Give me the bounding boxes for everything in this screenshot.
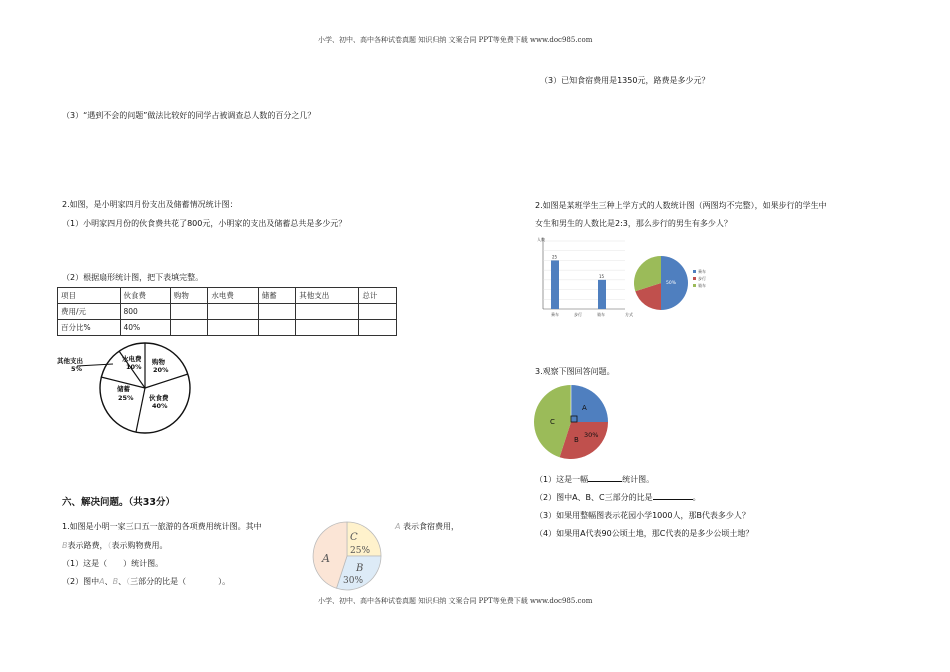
table-cell[interactable]: [208, 304, 258, 320]
table-cell: 储蓄: [258, 288, 296, 304]
table-cell[interactable]: [208, 320, 258, 336]
table-cell[interactable]: [170, 320, 208, 336]
pie-value: 50%: [666, 281, 677, 286]
table-cell[interactable]: [296, 304, 359, 320]
pie-value: 10%: [126, 363, 142, 371]
left-q2-sub1: （1）小明家四月份的伙食费共花了800元，小明家的支出及储蓄总共是多少元？: [62, 219, 347, 228]
page-header: 小学、初中、高中各种试卷真题 知识归纳 文案合同 PPT等免费下载 www.doc985.com: [318, 36, 593, 44]
table-cell: 总计: [359, 288, 397, 304]
table-cell: 项目: [58, 288, 121, 304]
legend-label: 步行: [698, 276, 706, 281]
right-q2-line2: 女生和男生的人数比是2:3，那么步行的男生有多少人？: [535, 219, 732, 228]
data-label: 25: [552, 254, 558, 260]
table-cell: 40%: [120, 320, 170, 336]
table-row: [58, 288, 397, 304]
pie-slice-a: [571, 385, 608, 422]
bar: [598, 280, 606, 309]
bar: [551, 260, 559, 309]
right-q3-text: （3）已知食宿费用是1350元，路费是多少元？: [540, 76, 710, 85]
right-sub4: （4）如果用A代表90公顷土地，那C代表的是多少公顷土地？: [535, 529, 754, 538]
data-label: 15: [599, 273, 605, 279]
travel-pie-chart: [310, 520, 385, 592]
legend-swatch: [693, 270, 696, 273]
commute-bar-chart: [533, 233, 641, 321]
pie-value-c: 25%: [350, 546, 371, 556]
pie-label: 储蓄: [117, 385, 130, 393]
s6-q1-line4: （2）图中A、B、（三部分的比是（ ）。: [62, 577, 231, 586]
pie-label-c: C: [350, 532, 358, 543]
legend-label: 骑车: [698, 283, 706, 288]
tick-label: 乘车: [551, 312, 559, 317]
pie-label: 其他支出: [57, 357, 83, 365]
pie-value-b: 30%: [343, 576, 364, 586]
tick-label: 步行: [574, 312, 582, 317]
s6-q1-line3: （1）这是（ ）统计图。: [62, 559, 164, 568]
answer-blank[interactable]: [653, 492, 693, 500]
left-q2-sub2: （2）根据扇形统计图，把下表填完整。: [62, 273, 204, 282]
abc-pie-chart: [532, 382, 612, 462]
legend-swatch: [693, 277, 696, 280]
table-cell: 购物: [170, 288, 208, 304]
table-cell: 费用/元: [58, 304, 121, 320]
commute-pie-chart: [632, 253, 712, 315]
s6-q1-line2: B表示路费，（表示购物费用。: [62, 541, 168, 550]
pie-value: 40%: [152, 402, 168, 410]
table-cell[interactable]: [258, 320, 296, 336]
x-axis-label: 方式: [625, 312, 633, 317]
page-footer: 小学、初中、高中各种试卷真题 知识归纳 文案合同 PPT等免费下载 www.doc985.com: [318, 597, 593, 605]
pie-label-a: A: [322, 552, 330, 565]
right-q2-line1: 2.如图是某班学生三种上学方式的人数统计图（两图均不完整），如果步行的学生中: [535, 201, 827, 210]
table-cell[interactable]: [258, 304, 296, 320]
pie-label: 购物: [152, 358, 165, 366]
right-sub3: （3）如果用整幅图表示花园小学1000人，那B代表多少人？: [535, 511, 750, 520]
pie-value: 5%: [71, 365, 83, 373]
pie-label-b: B: [574, 436, 579, 444]
legend-label: 乘车: [698, 269, 706, 274]
left-q2-title: 2.如图，是小明家四月份支出及储蓄情况统计图：: [62, 200, 238, 209]
section6-title: 六、解决问题。（共33分）: [62, 497, 175, 508]
table-row: [58, 304, 397, 320]
answer-blank[interactable]: [588, 474, 622, 482]
table-row: [58, 320, 397, 336]
expense-pie-chart: [55, 340, 205, 435]
pie-value-b: 30%: [584, 431, 599, 439]
pie-value: 20%: [153, 366, 169, 374]
fee-table: [57, 287, 397, 336]
table-cell[interactable]: [359, 320, 397, 336]
pie-label-b: B: [356, 563, 364, 574]
table-cell: 水电费: [208, 288, 258, 304]
s6-q1-line1: 1.如图是小明一家三口五一旅游的各项费用统计图。其中: [62, 522, 262, 531]
y-axis-label: 人数: [537, 237, 545, 242]
right-sub1: （1）这是一幅 统计图。: [535, 475, 655, 484]
table-cell: 800: [120, 304, 170, 320]
pie-label: 水电费: [122, 355, 142, 363]
right-sub2: （2）图中A、B、C三部分的比是 。: [535, 493, 701, 502]
tick-label: 骑车: [597, 312, 605, 317]
table-cell: 伙食费: [120, 288, 170, 304]
pie-label: 伙食费: [149, 394, 169, 402]
table-cell[interactable]: [170, 304, 208, 320]
table-cell[interactable]: [296, 320, 359, 336]
s6-q1-line1-right: A 表示食宿费用，: [395, 522, 460, 531]
pie-label-a: A: [582, 404, 587, 412]
legend-swatch: [693, 284, 696, 287]
left-q3-text: （3）“遇到不会的问题”做法比较好的同学占被调查总人数的百分之几？: [62, 111, 316, 120]
table-cell: 其他支出: [296, 288, 359, 304]
table-cell: 百分比%: [58, 320, 121, 336]
pie-value: 25%: [118, 394, 134, 402]
right-q3-title: 3.观察下图回答问题。: [535, 367, 615, 376]
table-cell[interactable]: [359, 304, 397, 320]
pie-label-c: C: [550, 418, 555, 426]
